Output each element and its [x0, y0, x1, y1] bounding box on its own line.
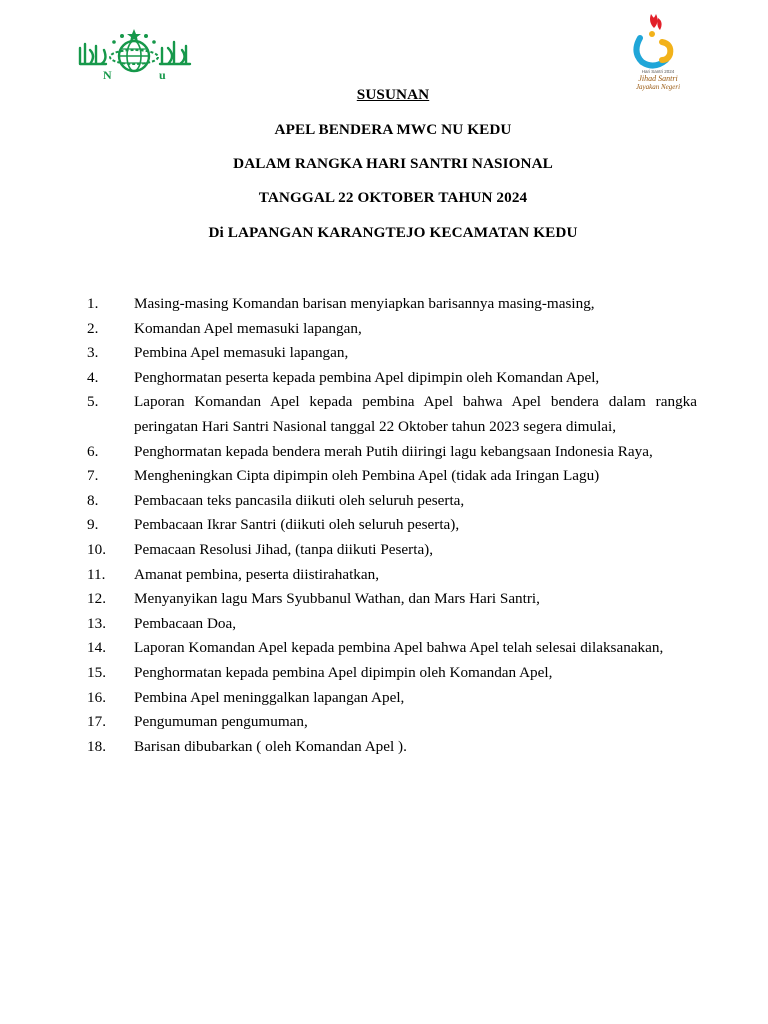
list-item	[87, 636, 697, 661]
item-number: 6.	[87, 442, 99, 460]
item-number: 8.	[87, 491, 99, 509]
heading-location: Di LAPANGAN KARANGTEJO KECAMATAN KEDU	[208, 224, 578, 241]
item-text: Barisan dibubarkan ( oleh Komandan Apel ).	[134, 737, 407, 755]
list-item	[87, 390, 697, 439]
item-text: Laporan Komandan Apel kepada pembina Apel bahwa Apel telah selesai dilaksanakan,	[134, 639, 664, 657]
item-number: 7.	[87, 467, 99, 485]
list-item	[87, 612, 697, 637]
list-item	[87, 292, 697, 317]
heading-occasion: DALAM RANGKA HARI SANTRI NASIONAL	[233, 155, 553, 172]
list-item	[87, 513, 697, 538]
document-title: SUSUNAN	[356, 86, 430, 103]
list-item	[87, 686, 697, 711]
item-text: Pengumuman pengumuman,	[134, 713, 308, 731]
hsn-tagline-1: Jihad Santri	[638, 74, 678, 83]
heading-event: APEL BENDERA MWC NU KEDU	[274, 121, 512, 138]
list-item	[87, 661, 697, 686]
list-item	[87, 464, 697, 489]
item-number: 16.	[87, 688, 106, 706]
item-text: Pembacaan teks pancasila diikuti oleh seluruh peserta,	[134, 491, 465, 509]
list-item	[87, 317, 697, 342]
item-text: Pembacaan Doa,	[134, 614, 237, 632]
item-text: Pembina Apel memasuki lapangan,	[134, 344, 349, 362]
item-number: 10.	[87, 540, 106, 558]
heading-date: TANGGAL 22 OKTOBER TAHUN 2024	[258, 189, 528, 206]
item-text: Pembacaan Ikrar Santri (diikuti oleh seluruh peserta),	[134, 516, 460, 534]
item-text: Penghormatan peserta kepada pembina Apel dipimpin oleh Komandan Apel,	[134, 368, 600, 386]
item-number: 12.	[87, 590, 106, 608]
list-item	[87, 563, 697, 588]
item-text: Mengheningkan Cipta dipimpin oleh Pembina Apel (tidak ada Iringan Lagu)	[134, 467, 600, 485]
list-item	[87, 341, 697, 366]
item-number: 5.	[87, 393, 99, 411]
item-number: 15.	[87, 663, 106, 681]
item-number: 2.	[87, 319, 99, 337]
list-item	[87, 489, 697, 514]
item-text: Menyanyikan lagu Mars Syubbanul Wathan, dan Mars Hari Santri,	[134, 590, 540, 608]
list-item	[87, 366, 697, 391]
item-text: Pemacaan Resolusi Jihad, (tanpa diikuti Peserta),	[134, 540, 434, 558]
nu-letter-n: N	[103, 68, 112, 82]
item-number: 13.	[87, 614, 106, 632]
item-text: Laporan Komandan Apel kepada pembina Apel bahwa Apel bendera dalam rangka peringatan Hari Santri Nasional tanggal 22 Oktober tahun 2023 segera dimulai,	[134, 393, 697, 435]
item-number: 11.	[87, 565, 106, 583]
list-item	[87, 587, 697, 612]
hsn-caption: Hari Santri 2024	[641, 69, 675, 74]
item-text: Amanat pembina, peserta diistirahatkan,	[134, 565, 380, 583]
hsn-tagline-2: Jayakan Negeri	[635, 83, 681, 91]
item-number: 18.	[87, 737, 106, 755]
agenda-list	[87, 292, 697, 759]
item-number: 3.	[87, 344, 99, 362]
item-text: Masing-masing Komandan barisan menyiapkan barisannya masing-masing,	[134, 295, 595, 312]
item-number: 14.	[87, 639, 106, 657]
nu-logo	[76, 26, 194, 82]
list-item	[87, 538, 697, 563]
item-number: 1.	[87, 295, 99, 312]
item-text: Pembina Apel meninggalkan lapangan Apel,	[134, 688, 405, 706]
item-number: 9.	[87, 516, 99, 534]
nu-letter-u: u	[159, 68, 166, 82]
item-text: Komandan Apel memasuki lapangan,	[134, 319, 362, 337]
hari-santri-logo	[618, 8, 698, 96]
list-item	[87, 735, 697, 760]
item-number: 4.	[87, 368, 99, 386]
item-text: Penghormatan kepada bendera merah Putih diiringi lagu kebangsaan Indonesia Raya,	[134, 442, 653, 460]
list-item	[87, 710, 697, 735]
item-number: 17.	[87, 713, 106, 731]
list-item	[87, 440, 697, 465]
item-text: Penghormatan kepada pembina Apel dipimpin oleh Komandan Apel,	[134, 663, 553, 681]
